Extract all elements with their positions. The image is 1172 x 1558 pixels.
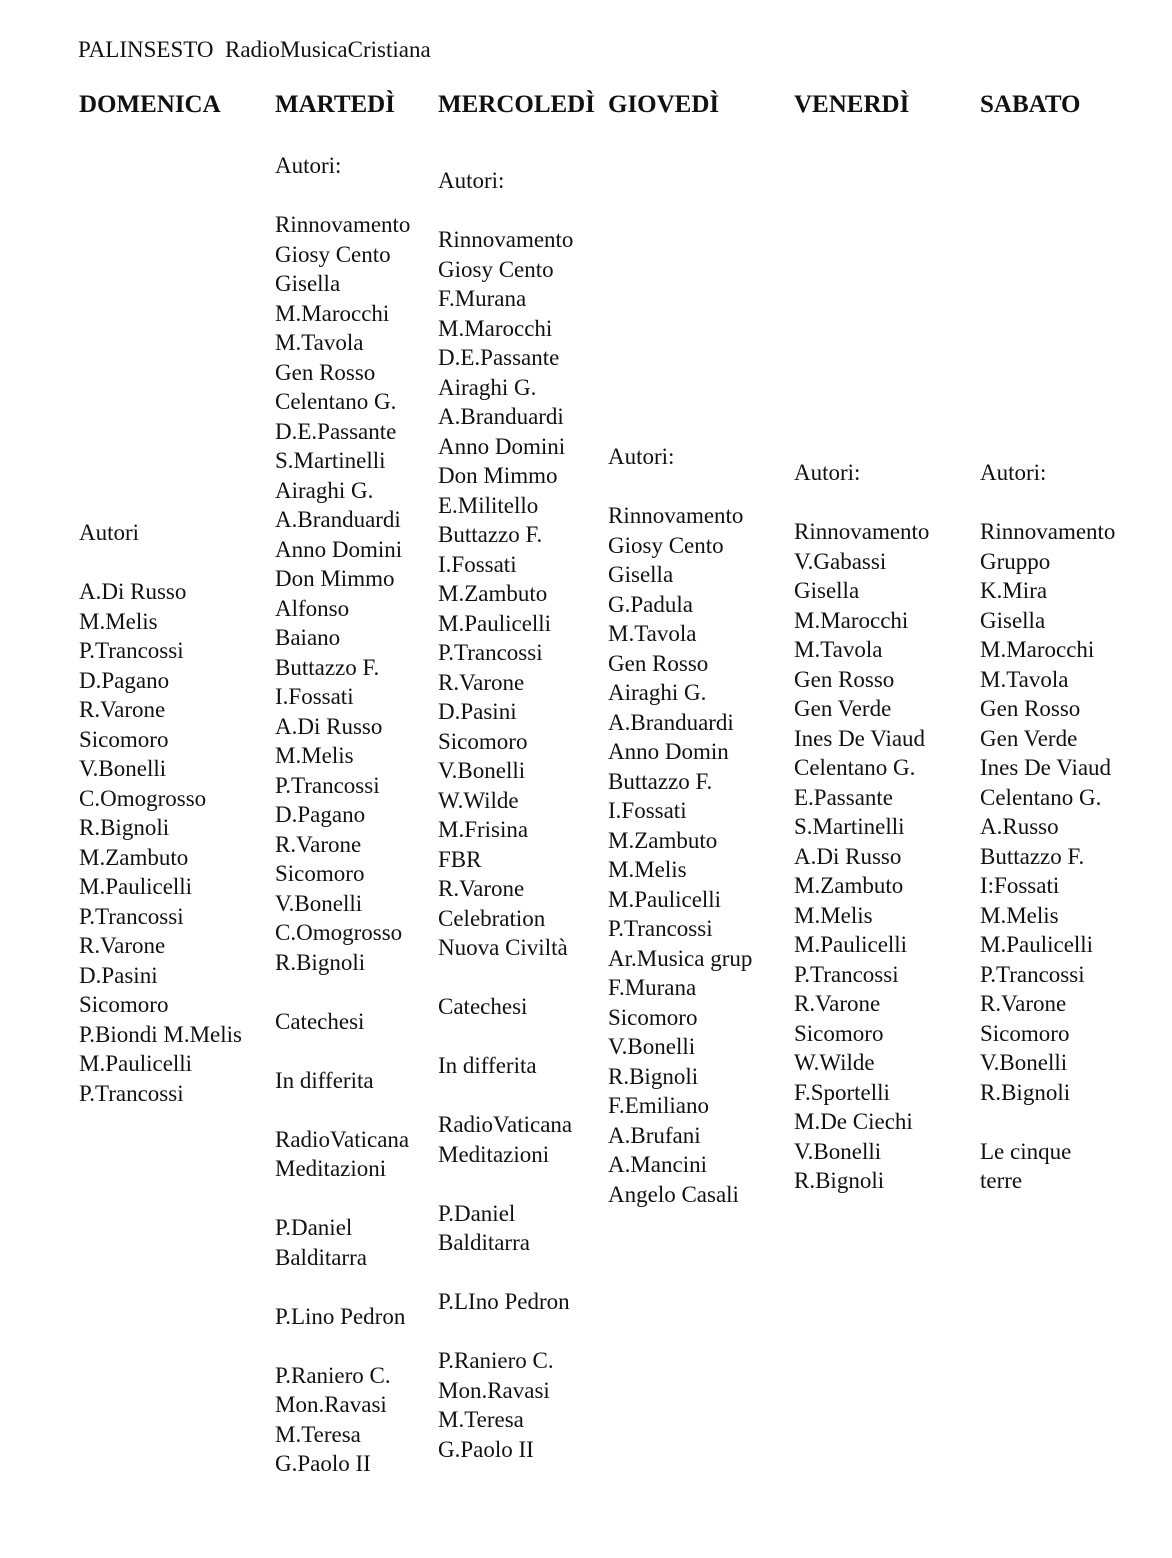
program-line: M.Teresa <box>438 1407 524 1432</box>
authors-list <box>275 210 410 977</box>
column-body <box>980 458 1115 1196</box>
program-line: M.Teresa <box>275 1421 361 1447</box>
author-item: M.Marocchi <box>980 637 1095 662</box>
program-line: G.Paolo II <box>275 1451 371 1476</box>
author-item: M.Marocchi <box>794 607 909 633</box>
authors-list <box>438 225 573 963</box>
column-body <box>79 518 242 1108</box>
author-item: Gen Rosso <box>608 650 709 676</box>
author-item: M.Zambuto <box>79 844 189 870</box>
program-block <box>275 1125 410 1184</box>
author-item: S.Martinelli <box>275 448 386 473</box>
author-item: Sicomoro <box>608 1004 698 1030</box>
program-block <box>438 1346 573 1464</box>
author-item: D.E.Passante <box>438 345 560 370</box>
day-header: MERCOLEDÌ <box>438 91 595 118</box>
author-item: P.Trancossi <box>980 961 1085 987</box>
author-item: Rinnovamento <box>608 503 744 528</box>
author-item: A.Di Russo <box>79 579 187 604</box>
authors-label: Autori: <box>275 153 342 178</box>
author-item: A.Branduardi <box>275 507 401 532</box>
author-item: Airaghi G. <box>608 680 707 705</box>
author-item: M.Zambuto <box>794 873 904 898</box>
author-item: R.Varone <box>794 991 881 1016</box>
author-item: Gisella <box>794 578 860 603</box>
author-item: Rinnovamento <box>980 519 1116 544</box>
author-item: M.Melis <box>79 608 158 634</box>
author-item: Alfonso <box>275 595 350 621</box>
author-item: Gen Rosso <box>275 359 376 385</box>
author-item: A.Di Russo <box>794 843 902 869</box>
author-item: D.Pasini <box>79 962 158 988</box>
author-item: Buttazzo F. <box>275 654 380 680</box>
author-item: Sicomoro <box>438 728 528 754</box>
author-item: R.Varone <box>79 697 166 722</box>
author-item: Buttazzo F. <box>608 768 713 794</box>
author-item: R.Varone <box>79 933 166 958</box>
author-item: V.Bonelli <box>275 890 363 916</box>
author-item: M.Paulicelli <box>79 874 193 899</box>
author-item: V.Bonelli <box>79 756 167 781</box>
author-item: I:Fossati <box>980 873 1060 898</box>
program-line: G.Paolo II <box>438 1436 534 1462</box>
program-line: P.LIno Pedron <box>438 1289 570 1314</box>
author-item: G.Padula <box>608 591 693 617</box>
author-item: Baiano <box>275 625 341 650</box>
author-item: Celebration <box>438 905 546 931</box>
author-item: R.Varone <box>438 876 525 901</box>
author-item: Anno Domin <box>608 739 729 764</box>
program-line: Catechesi <box>438 994 528 1019</box>
day-header: DOMENICA <box>79 91 221 118</box>
program-line: Le cinque <box>980 1138 1072 1164</box>
author-item: I.Fossati <box>275 684 354 709</box>
author-item: K.Mira <box>980 578 1048 603</box>
author-item: M.Paulicelli <box>980 932 1094 957</box>
author-item: Giosy Cento <box>608 532 724 558</box>
author-item: Giosy Cento <box>438 256 554 282</box>
program-line: P.Daniel <box>438 1200 516 1226</box>
day-header: VENERDÌ <box>794 91 910 118</box>
author-item: P.Trancossi <box>794 961 899 987</box>
day-header: GIOVEDÌ <box>608 91 720 118</box>
author-item: M.Frisina <box>438 817 529 842</box>
author-item: R.Varone <box>980 991 1067 1016</box>
author-item: I.Fossati <box>438 551 517 577</box>
program-block <box>275 1213 410 1272</box>
author-item: Nuova Civiltà <box>438 935 568 960</box>
author-item: R.Bignoli <box>79 815 170 840</box>
program-block <box>275 1361 410 1479</box>
author-item: Don Mimmo <box>438 463 558 488</box>
authors-label: Autori <box>79 520 140 545</box>
authors-list <box>794 517 929 1196</box>
program-line: RadioVaticana <box>275 1126 410 1152</box>
program-line: terre <box>980 1168 1023 1193</box>
author-item: Sicomoro <box>794 1020 884 1046</box>
program-line: In differita <box>438 1053 537 1078</box>
program-block <box>438 1287 573 1317</box>
document-title: PALINSESTO RadioMusicaCristiana <box>78 37 431 62</box>
author-item: Anno Domini <box>275 536 403 562</box>
author-item: A.Russo <box>980 814 1059 839</box>
authors-list <box>980 517 1115 1107</box>
author-item: M.Tavola <box>794 637 883 662</box>
author-item: F.Murana <box>438 286 527 311</box>
author-item: W.Wilde <box>438 787 519 813</box>
author-item: V.Bonelli <box>608 1034 696 1059</box>
program-block <box>275 1066 410 1096</box>
author-item: A.Di Russo <box>275 713 383 739</box>
program-block <box>438 992 573 1022</box>
author-item: P.Trancossi <box>608 916 713 941</box>
author-item: D.Pagano <box>79 667 170 693</box>
author-item: F.Sportelli <box>794 1079 890 1105</box>
author-item: F.Emiliano <box>608 1093 710 1118</box>
author-item: Ines De Viaud <box>980 755 1112 780</box>
program-line: Balditarra <box>275 1244 367 1270</box>
author-item: Gisella <box>980 607 1046 633</box>
program-block <box>438 1110 573 1169</box>
author-item: M.Melis <box>275 743 354 768</box>
author-item: P.Trancossi <box>79 1080 184 1106</box>
author-item: E.Militello <box>438 492 539 518</box>
program-block <box>275 1007 410 1037</box>
program-line: In differita <box>275 1067 374 1093</box>
author-item: D.Pasini <box>438 699 517 724</box>
author-item: M.Zambuto <box>438 581 548 606</box>
author-item: M.Tavola <box>608 621 697 646</box>
author-item: R.Bignoli <box>980 1079 1071 1105</box>
program-line: P.Raniero C. <box>275 1362 391 1388</box>
author-item: Giosy Cento <box>275 241 391 267</box>
author-item: Gen Verde <box>980 725 1078 751</box>
author-item: M.Melis <box>608 857 687 882</box>
author-item: Gisella <box>275 271 341 296</box>
program-line: RadioVaticana <box>438 1112 573 1137</box>
author-item: Rinnovamento <box>275 212 411 237</box>
author-item: W.Wilde <box>794 1050 875 1075</box>
author-item: Celentano G. <box>275 389 397 414</box>
author-item: A.Mancini <box>608 1152 708 1177</box>
author-item: Buttazzo F. <box>980 843 1085 869</box>
author-item: R.Bignoli <box>275 949 366 975</box>
author-item: Rinnovamento <box>438 227 574 252</box>
column-body <box>608 442 752 1209</box>
author-item: V.Bonelli <box>438 758 526 783</box>
author-item: Ar.Musica grup <box>608 945 753 971</box>
author-item: A.Branduardi <box>608 709 734 735</box>
program-line: Balditarra <box>438 1230 530 1255</box>
author-item: S.Martinelli <box>794 814 905 839</box>
author-item: P.Trancossi <box>79 903 184 929</box>
author-item: A.Branduardi <box>438 404 564 429</box>
program-line: Mon.Ravasi <box>438 1377 550 1403</box>
author-item: F.Murana <box>608 975 697 1000</box>
author-item: M.Tavola <box>980 666 1069 692</box>
author-item: Buttazzo F. <box>438 522 543 547</box>
author-item: Sicomoro <box>79 726 169 752</box>
program-line: P.Lino Pedron <box>275 1303 406 1329</box>
author-item: M.Paulicelli <box>608 886 722 912</box>
author-item: E.Passante <box>794 784 894 810</box>
author-item: D.E.Passante <box>275 418 397 444</box>
author-item: M.Zambuto <box>608 827 718 853</box>
authors-label: Autori: <box>980 460 1047 485</box>
author-item: Ines De Viaud <box>794 725 926 751</box>
author-item: Don Mimmo <box>275 566 395 591</box>
author-item: P.Trancossi <box>438 640 543 665</box>
program-line: Mon.Ravasi <box>275 1392 387 1417</box>
column-body <box>438 166 573 1464</box>
author-item: P.Trancossi <box>275 772 380 798</box>
authors-label: Autori: <box>438 168 505 193</box>
author-item: FBR <box>438 846 482 872</box>
author-item: R.Varone <box>275 831 362 857</box>
author-item: V.Gabassi <box>794 548 887 574</box>
author-item: V.Bonelli <box>794 1138 882 1164</box>
authors-label: Autori: <box>794 460 861 485</box>
program-block <box>275 1302 410 1332</box>
author-item: Gen Verde <box>794 696 892 721</box>
author-item: Sicomoro <box>980 1020 1070 1046</box>
program-block <box>438 1199 573 1258</box>
column-body <box>794 458 929 1196</box>
author-item: C.Omogrosso <box>79 785 207 811</box>
author-item: M.Melis <box>794 902 873 928</box>
author-item: Celentano G. <box>980 784 1102 810</box>
author-item: P.Biondi M.Melis <box>79 1021 242 1047</box>
program-line: Catechesi <box>275 1008 365 1034</box>
program-block <box>438 1051 573 1081</box>
author-item: M.Marocchi <box>438 315 553 341</box>
authors-list <box>79 577 242 1108</box>
author-item: Gisella <box>608 562 674 587</box>
program-line: P.Daniel <box>275 1215 353 1240</box>
author-item: M.De Ciechi <box>794 1109 913 1134</box>
author-item: C.Omogrosso <box>275 920 403 945</box>
day-header: MARTEDÌ <box>275 91 395 118</box>
author-item: M.Paulicelli <box>794 932 908 957</box>
day-header: SABATO <box>980 91 1081 118</box>
author-item: I.Fossati <box>608 798 687 823</box>
author-item: Sicomoro <box>79 992 169 1017</box>
author-item: Airaghi G. <box>438 374 537 400</box>
author-item: R.Bignoli <box>608 1063 699 1089</box>
author-item: Sicomoro <box>275 861 365 886</box>
author-item: M.Paulicelli <box>79 1051 193 1076</box>
program-line: P.Raniero C. <box>438 1348 554 1373</box>
author-item: M.Melis <box>980 902 1059 928</box>
author-item: M.Paulicelli <box>438 610 552 636</box>
author-item: Gen Rosso <box>794 666 895 692</box>
authors-list <box>608 501 752 1209</box>
author-item: Gruppo <box>980 548 1051 574</box>
author-item: Anno Domini <box>438 433 566 459</box>
author-item: V.Bonelli <box>980 1050 1068 1075</box>
author-item: M.Marocchi <box>275 300 390 326</box>
author-item: Rinnovamento <box>794 519 930 544</box>
authors-label: Autori: <box>608 444 675 469</box>
author-item: A.Brufani <box>608 1122 701 1148</box>
author-item: Angelo Casali <box>608 1181 739 1207</box>
author-item: Celentano G. <box>794 755 916 780</box>
program-line: Meditazioni <box>438 1141 550 1167</box>
author-item: D.Pagano <box>275 802 366 827</box>
author-item: M.Tavola <box>275 330 364 355</box>
column-body <box>275 151 410 1479</box>
author-item: Gen Rosso <box>980 696 1081 721</box>
author-item: P.Trancossi <box>79 638 184 663</box>
program-line: Meditazioni <box>275 1156 387 1181</box>
program-block <box>980 1137 1115 1196</box>
author-item: R.Bignoli <box>794 1168 885 1193</box>
author-item: R.Varone <box>438 669 525 695</box>
author-item: Airaghi G. <box>275 477 374 503</box>
